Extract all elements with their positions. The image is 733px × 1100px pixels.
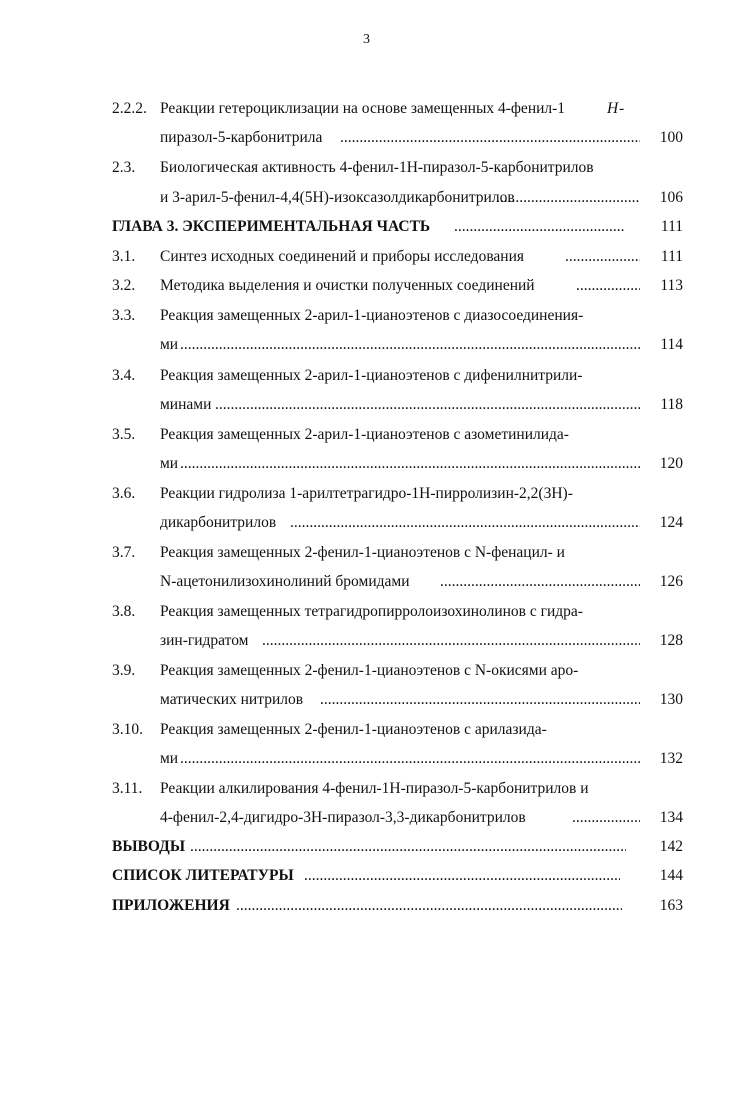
toc-entry-3-9 bbox=[0, 659, 733, 683]
toc-entry-title: Синтез исходных соединений и приборы исследования bbox=[160, 248, 525, 265]
toc-entry-number: 2.3. bbox=[112, 159, 136, 176]
toc-entry-3-2 bbox=[0, 274, 733, 298]
toc-page: 142 bbox=[659, 838, 683, 855]
toc-entry-title: пиразол-5-карбонитрила bbox=[160, 129, 323, 146]
toc-entry-title: Реакция замещенных 2-арил-1-цианоэтенов с азометинилида- bbox=[160, 426, 569, 443]
toc-entry-title: минами bbox=[160, 396, 212, 413]
toc-entry-number: 3.4. bbox=[112, 367, 136, 384]
toc-entry-title: ми bbox=[160, 336, 179, 353]
toc-entry-title: Реакции алкилирования 4-фенил-1Н-пиразол-5-карбонитрилов и bbox=[160, 780, 589, 797]
toc-entry-3-11-cont bbox=[0, 806, 733, 830]
toc-appendices bbox=[0, 894, 733, 918]
leader-dots bbox=[236, 894, 622, 918]
leader-dots bbox=[320, 688, 640, 712]
toc-entry-title: зин-гидратом bbox=[160, 632, 249, 649]
toc-entry-number: 3.11. bbox=[112, 780, 143, 797]
toc-entry-2-2-2: 2.2.2. Реакции гетероциклизации на основе замещенных 4-фенил-1 H - bbox=[0, 97, 733, 121]
toc-section-title: ВЫВОДЫ bbox=[112, 838, 186, 855]
toc-entry-title: матических нитрилов bbox=[160, 691, 304, 708]
leader-dots bbox=[262, 629, 640, 653]
toc-entry-3-4-cont bbox=[0, 393, 733, 417]
leader-dots bbox=[215, 393, 640, 417]
toc-section-title: ПРИЛОЖЕНИЯ bbox=[112, 897, 230, 914]
toc-entry-3-11 bbox=[0, 777, 733, 801]
leader-dots bbox=[304, 864, 620, 888]
toc-entry-3-8 bbox=[0, 600, 733, 624]
toc-entry-number: 3.1. bbox=[112, 248, 136, 265]
toc-entry-number: 3.7. bbox=[112, 544, 136, 561]
toc-entry-number: 3.10. bbox=[112, 721, 143, 738]
toc-section-title: СПИСОК ЛИТЕРАТУРЫ bbox=[112, 867, 294, 884]
toc-entry-number: 2.2.2. bbox=[112, 100, 147, 117]
toc-entry-title: и 3-арил-5-фенил-4,4(5Н)-изоксазолдикарбонитрилов bbox=[160, 189, 515, 206]
toc-chapter-title: ГЛАВА 3. ЭКСПЕРИМЕНТАЛЬНАЯ ЧАСТЬ bbox=[112, 218, 431, 235]
toc-entry-3-3 bbox=[0, 304, 733, 328]
toc-entry-3-5-cont bbox=[0, 452, 733, 476]
toc-entry-title: ми bbox=[160, 750, 179, 767]
toc-entry-3-4 bbox=[0, 364, 733, 388]
toc-entry-3-9-cont bbox=[0, 688, 733, 712]
leader-dots bbox=[180, 452, 640, 476]
leader-dots bbox=[440, 570, 640, 594]
toc-entry-2-3-cont bbox=[0, 186, 733, 210]
toc-page: 120 bbox=[659, 455, 683, 472]
toc-entry-title: N-ацетонилизохинолиний бромидами bbox=[160, 573, 410, 590]
toc-entry-title: Биологическая активность 4-фенил-1Н-пиразол-5-карбонитрилов bbox=[160, 159, 594, 176]
toc-entry-title: Реакция замещенных 2-арил-1-цианоэтенов с дифенилнитрили- bbox=[160, 367, 583, 384]
toc-entry-2-2-2-cont bbox=[0, 126, 733, 150]
toc-entry-number: 3.5. bbox=[112, 426, 136, 443]
toc-entry-3-7 bbox=[0, 541, 733, 565]
toc-chapter-3 bbox=[0, 215, 733, 239]
toc-entry-number: 3.2. bbox=[112, 277, 136, 294]
toc-entry-title: Методика выделения и очистки полученных соединений bbox=[160, 277, 535, 294]
toc-entry-number: 3.9. bbox=[112, 662, 136, 679]
toc-page: 126 bbox=[659, 573, 683, 590]
toc-entry-2-3 bbox=[0, 156, 733, 180]
toc-entry-title: Реакция замещенных 2-фенил-1-цианоэтенов с арилазида- bbox=[160, 721, 547, 738]
toc-entry-title: Реакция замещенных 2-фенил-1-цианоэтенов с N-окисями аро- bbox=[160, 662, 579, 679]
leader-dots bbox=[576, 274, 640, 298]
toc-page: 118 bbox=[660, 396, 683, 413]
toc-page: 128 bbox=[659, 632, 683, 649]
toc-entry-title: 4-фенил-2,4-дигидро-3Н-пиразол-3,3-дикарбонитрилов bbox=[160, 809, 526, 826]
toc-page: 106 bbox=[659, 189, 683, 206]
leader-dots bbox=[340, 126, 640, 150]
toc-entry-title: Реакция замещенных 2-фенил-1-цианоэтенов с N-фенацил- и bbox=[160, 544, 565, 561]
leader-dots bbox=[454, 215, 624, 239]
toc-entry-title: Реакция замещенных тетрагидропирролоизохинолинов с гидра- bbox=[160, 603, 583, 620]
toc-entry-3-7-cont bbox=[0, 570, 733, 594]
toc-entry-3-1 bbox=[0, 245, 733, 269]
toc-entry-3-6 bbox=[0, 482, 733, 506]
toc-page: 111 bbox=[660, 248, 683, 265]
toc-entry-title: ми bbox=[160, 455, 179, 472]
leader-dots bbox=[572, 806, 640, 830]
leader-dots bbox=[180, 333, 640, 357]
toc-entry-title: дикарбонитрилов bbox=[160, 514, 277, 531]
toc-page: 100 bbox=[659, 129, 683, 146]
toc-references bbox=[0, 864, 733, 888]
toc-page: 114 bbox=[660, 336, 683, 353]
toc-conclusions bbox=[0, 835, 733, 859]
toc-entry-number: 3.3. bbox=[112, 307, 136, 324]
leader-dots bbox=[190, 835, 626, 859]
toc-page: 130 bbox=[659, 691, 683, 708]
leader-dots bbox=[290, 511, 640, 535]
leader-dots bbox=[565, 245, 640, 269]
toc-entry-title: Реакции гидролиза 1-арилтетрагидро-1Н-пирролизин-2,2(3Н)- bbox=[160, 485, 573, 502]
toc-page: 111 bbox=[660, 218, 683, 235]
toc-page: 163 bbox=[659, 897, 683, 914]
leader-dots bbox=[496, 186, 640, 210]
toc-page: 134 bbox=[659, 809, 683, 826]
toc-entry-3-10 bbox=[0, 718, 733, 742]
toc-entry-3-6-cont bbox=[0, 511, 733, 535]
toc-entry-title: Реакция замещенных 2-арил-1-цианоэтенов с диазосоединения- bbox=[160, 307, 584, 324]
toc-entry-3-8-cont bbox=[0, 629, 733, 653]
toc-page: 144 bbox=[659, 867, 683, 884]
toc-page: 132 bbox=[659, 750, 683, 767]
toc-entry-3-5 bbox=[0, 423, 733, 447]
page-number: 3 bbox=[363, 32, 370, 47]
toc-entry-number: 3.8. bbox=[112, 603, 136, 620]
toc-page: 113 bbox=[660, 277, 683, 294]
toc-entry-number: 3.6. bbox=[112, 485, 136, 502]
toc-page: 124 bbox=[659, 514, 683, 531]
toc-entry-title: Реакции гетероциклизации на основе замещенных 4-фенил-1 bbox=[160, 100, 566, 117]
toc-entry-3-3-cont bbox=[0, 333, 733, 357]
toc-entry-3-10-cont bbox=[0, 747, 733, 771]
leader-dots bbox=[180, 747, 640, 771]
